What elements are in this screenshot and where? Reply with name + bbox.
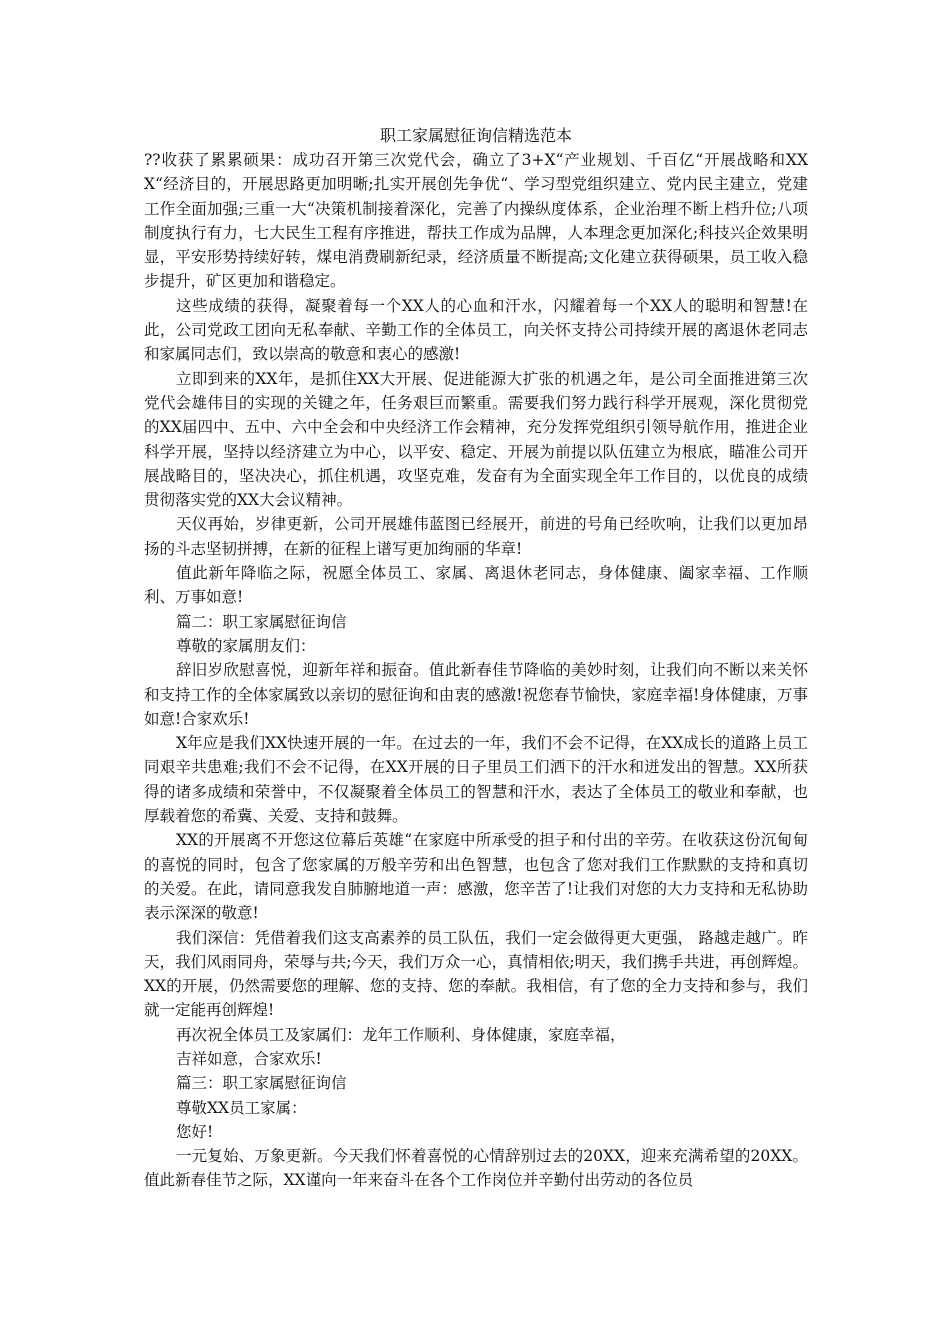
body-paragraph: X年应是我们XX快速开展的一年。在过去的一年，我们不会不记得，在XX成长的道路上员工同艰辛共患难;我们不会不记得，在XX开展的日子里员工们洒下的汗水和迸发出的智慧。XX所获得的诸多成绩和荣誉中，不仅凝聚着全体员工的智慧和汗水，表达了全体员工的敬业和奉献，也厚载着您的希冀、关爱、支持和鼓舞。 <box>144 734 808 826</box>
document-body <box>144 148 808 1193</box>
body-paragraph: 篇三：职工家属慰征询信 <box>176 1074 347 1093</box>
body-paragraph: 再次祝全体员工及家属们：龙年工作顺利、身体健康，家庭幸福， <box>176 1025 626 1044</box>
body-paragraph: 这些成绩的获得，凝聚着每一个XX人的心血和汗水，闪耀着每一个XX人的聪明和智慧!在此，公司党政工团向无私奉献、辛勤工作的全体员工，向关怀支持公司持续开展的离退休老同志和家属同志们，致以崇高的敬意和衷心的感激! <box>144 296 808 364</box>
document-title: 职工家属慰征询信精选范本 <box>379 126 572 145</box>
body-paragraph: 我们深信：凭借着我们这支高素养的员工队伍，我们一定会做得更大更强， 路越走越广。昨天，我们风雨同舟，荣辱与共;今天，我们万众一心，真情相依;明天，我们携手共进，再创辉煌。XX的开展，仍然需要您的理解、您的支持、您的奉献。我相信，有了您的全力支持和参与，我们就一定能再创辉煌! <box>144 928 808 1020</box>
body-paragraph: 值此新年降临之际，祝愿全体员工、家属、离退休老同志，身体健康、阖家幸福、工作顺利、万事如意! <box>144 564 808 607</box>
body-paragraph: 尊敬的家属朋友们： <box>176 636 316 655</box>
body-paragraph: 立即到来的XX年，是抓住XX大开展、促进能源大扩张的机遇之年，是公司全面推进第三次党代会雄伟目的实现的关键之年，任务艰巨而繁重。需要我们努力践行科学开展观，深化贯彻党的XX届四中、五中、六中全会和中央经济工作会精神，充分发挥党组织引领导航作用，推进企业科学开展，坚持以经济建立为中心，以平安、稳定、开展为前提以队伍建立为根底，瞄准公司开展战略目的，坚决决心，抓住机遇，攻坚克难，发奋有为全面实现全年工作目的，以优良的成绩贯彻落实党的XX大会议精神。 <box>144 369 808 510</box>
document-page <box>144 124 808 1193</box>
body-paragraph: 您好! <box>176 1122 214 1141</box>
body-paragraph: 一元复始、万象更新。今天我们怀着喜悦的心情辞别过去的20XX，迎来充满希望的20XX。值此新春佳节之际，XX谨向一年来奋斗在各个工作岗位并辛勤付出劳动的各位员 <box>144 1147 808 1190</box>
body-paragraph: 吉祥如意，合家欢乐! <box>176 1049 322 1068</box>
body-paragraph: 篇二：职工家属慰征询信 <box>176 612 347 631</box>
body-paragraph: XX的开展离不开您这位幕后英雄“在家庭中所承受的担子和付出的辛劳。在收获这份沉甸甸的喜悦的同时，包含了您家属的万般辛劳和出色智慧，也包含了您对我们工作默默的支持和真切的关爱。在此，请同意我发自肺腑地道一声：感激，您辛苦了!让我们对您的大力支持和无私协助表示深深的敬意! <box>144 831 808 923</box>
body-paragraph: 尊敬XX员工家属： <box>176 1098 307 1117</box>
body-paragraph: 辞旧岁欣慰喜悦，迎新年祥和振奋。值此新春佳节降临的美妙时刻，让我们向不断以来关怀和支持工作的全体家属致以亲切的慰征询和由衷的感激!祝您春节愉快，家庭幸福!身体健康，万事如意!合家欢乐! <box>144 661 808 728</box>
body-paragraph: 天仪再始，岁律更新，公司开展雄伟蓝图已经展开，前进的号角已经吹响，让我们以更加昂扬的斗志坚韧拼搏，在新的征程上谱写更加绚丽的华章! <box>144 515 808 558</box>
body-paragraph: ??收获了累累硕果：成功召开第三次党代会，确立了3+X“产业规划、千百亿“开展战略和XXX“经济目的，开展思路更加明晰;扎实开展创先争优“、学习型党组织建立、党内民主建立，党建工作全面加强;三重一大“决策机制接着深化，完善了内操纵度体系，企业治理不断上档升位;八项制度执行有力，七大民生工程有序推进，帮扶工作成为品牌，人本理念更加深化;科技兴企效果明显，平安形势持续好转，煤电消费刷新纪录，经济质量不断提高;文化建立获得硕果，员工收入稳步提升，矿区更加和谐稳定。 <box>144 151 808 291</box>
